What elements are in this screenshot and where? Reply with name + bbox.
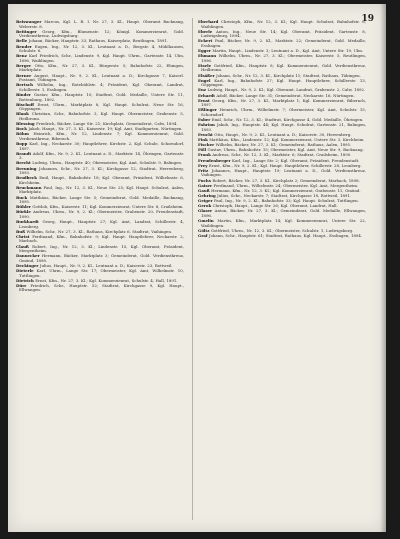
- entry-details: Emil, Haupt., Bahnhofstr. 18; Kgl. Oberamt, Präsident, Wilhelmstr. 6, Kirchheim.: [19, 175, 185, 185]
- entry-name: Gehring: [198, 192, 216, 198]
- entry-name: Breuning: [16, 165, 37, 171]
- entry-name: Gmelin: [198, 218, 214, 224]
- entry-name: Bruckmann: [16, 184, 42, 190]
- entry-name: Elsäßer: [198, 72, 215, 78]
- entry-details: Gustav, Kfm., Hauptstr. 10; Stadtrat, Gold. Medaille, Untere Str. 11, Rottenburg, 1892.: [19, 91, 184, 102]
- entry-name: Christ: [16, 233, 30, 239]
- entry-name: Frey: [198, 162, 208, 168]
- entry-name: Fischer: [198, 142, 215, 148]
- entry-name: Deckinger: [16, 262, 39, 268]
- entry-name: Berger: [16, 62, 32, 68]
- entry-details: Karl, Ing., Lange Str. 2; Kgl. Oberamt, Präsident, Freudenstadt.: [232, 157, 360, 163]
- entry-details: Wilhelm, Ing., Rotebühlstr. 4; Präsident, Kgl. Oberamt, Landrat, Schillerstr. 1, Esslingen.: [19, 82, 185, 92]
- entry-details: Friedrich, Bäcker, Lange Str. 21; Kirchplatz, Gemeinderat, Calw, 1894.: [36, 121, 178, 127]
- entry-details: Adolf, Bäcker, Lange Str. 31; Gemeinderat, Neckarstr. 16, Nürtingen.: [216, 92, 355, 98]
- entry-details: Eugen, Ing., Nr. 12, 3. Kl., Leutnant a. D., Bergstr. 4, Mühlhausen, Schulstr. 6.: [19, 43, 185, 54]
- entry-details: Andreas, Uhrm., Nr. 9, 2. Kl.; Obermeister, Grabenstr. 20, Freudenstadt, 1890.: [19, 209, 184, 219]
- entry-details: Gottfried, Uhrm., Nr. 12, 3. Kl.; Obermeister, Schulstr. 1, Ludwigsburg.: [210, 227, 354, 233]
- entry-details: Christoph, Kfm., Nr. 12, 3. Kl.; Kgl. Haupt. Schulrat, Bahnhofstr. 6, Waiblingen.: [201, 19, 367, 29]
- entry-name: Buck: [16, 194, 28, 200]
- entry-details: Robert, Bäcker, Nr. 27, 3. Kl., Kirchplatz 2; Gemeinderat, Marbach, 1898.: [212, 177, 360, 183]
- entry-details: Wilhelm, Bäcker, Nr. 27, 3. Kl.; Gemeinderat, Rathaus, Aalen, 1895.: [215, 142, 352, 148]
- entry-details: Matthäus, Bäcker, Lange Str. 5; Gemeinderat, Gold. Medaille, Backnang, 1895.: [19, 194, 184, 205]
- entry-details: Martin, Kfm., Marktplatz 14; Kgl. Kommerzienrat, Untere Str. 22, Waiblingen.: [201, 218, 367, 228]
- entry-name: Bender: [16, 43, 32, 49]
- entry-details: Georg, Kfm., Nr. 27, 3. Kl., Marktplatz 1; Kgl. Kommerzienrat, Biberach, 1897.: [201, 97, 366, 108]
- entry-name: Graf: [198, 232, 208, 238]
- left-column: [16, 20, 184, 294]
- entry-details: Karl, Ing., Neckarstr. 30; Hauptlehrer, Kirchstr. 2, Kgl. Schule, Schorndorf, 1897.: [19, 140, 185, 151]
- entry-details: Johannes, Haupt., Hauptstr. 19; Leutnant a. D., Gold. Verdienstkreuz, Vaihingen.: [201, 167, 367, 178]
- entry-name: Clauß: [16, 243, 29, 249]
- entry-name: Binder: [16, 91, 31, 97]
- column-divider: [192, 18, 193, 520]
- entry-name: Beitinger: [16, 28, 37, 34]
- entry-name: Blank: [16, 111, 29, 117]
- right-column: [198, 20, 366, 239]
- entry-details: Jakob, Haupt., Nr. 27, 3. Kl., Kaiserstr. 19; Kgl. Amt, Stadtgarten, Nürtingen.: [28, 126, 183, 132]
- entry-name: Erhardt: [198, 92, 215, 98]
- entry-name: Belle: [16, 38, 28, 44]
- entry-name: Frank: [198, 152, 211, 158]
- entry-details: Friedrich, Schr., Hauptstr. 52; Stadtrat, Kirchgasse 9, Kgl. Haupt., Ellwangen.: [19, 282, 185, 293]
- entry-details: Hermann, Kfm., Nr. 12, 3. Kl.; Kgl. Kommerzienrat, Grabenstr. 11, Gmünd.: [211, 187, 361, 193]
- entry-name: Bischoff: [16, 101, 34, 107]
- entry-details: Ludwig, Uhrm., Hauptstr. 40; Obermeister, Kgl. Amt, Schulstr. 9, Balingen.: [32, 160, 183, 166]
- entry-details: Ernst, Kfm., Nr. 27, 3. Kl.; Kgl. Kommerzienrat, Schulstr. 4, Hall, 1891.: [35, 277, 178, 283]
- entry-name: Brodbeck: [16, 175, 37, 181]
- entry-details: Robert, Ing., Nr. 12, 3. Kl.; Lindenstr. 15, Kgl. Oberamt, Präsident, Mergentheim.: [19, 243, 185, 254]
- entry-details: Georg, Haupt., Hauptstr. 27; Kgl. Amt, Landrat, Schillerstr. 4, Leonberg.: [19, 219, 184, 229]
- entry-name: Fahrion: [198, 122, 215, 128]
- entry-details: Paul, Ing., Nr. 12, 3. Kl., Neue Str. 25; Kgl. Haupt. Schulrat, Aalen, Marktplatz.: [19, 184, 184, 195]
- entry-details: August, Haupt., Nr. 9, 2. Kl., Leutnant a. D.; Kirchgasse 7, Kaiserl. Postamt, Tübingen.: [19, 72, 185, 83]
- entry-details: Marcus, Kgl. L. R. I. Nr. 27, 3. Kl., Haupt. Oberamt Backnang, Weberstr. 8.: [19, 19, 185, 29]
- entry-name: Gaiser: [198, 182, 213, 188]
- page-number: 19: [361, 14, 374, 24]
- entry-details: Adolf, Kfm., Nr. 9, 2. Kl., Leutnant a. D., Marktstr. 14, Öhringen, Gartenstr. 3.: [19, 150, 184, 161]
- entry-name: Faber: [198, 117, 211, 123]
- entry-name: Geiger: [198, 198, 213, 204]
- entry-details: Johannes, Schr., Nr. 27, 3. Kl.; Kirchgasse 12, Stadtrat, Herrenberg, 1893.: [19, 165, 185, 176]
- entry-details: Julius, Schr., Neckarstr. 7; Stadtrat, Kirchgasse 18, Rottweil, 1891.: [217, 192, 352, 198]
- entry-name: Benz: [16, 53, 27, 59]
- entry-name: Dietrich: [16, 277, 34, 283]
- entry-name: Ernst: [198, 97, 210, 103]
- entry-details: Johann, Bäcker, Hauptstr. 33, Rathaus, Kaiserplatz, Reutlingen, 1891.: [28, 38, 169, 44]
- entry-name: Brecht: [16, 160, 31, 166]
- entry-details: Ernst, Kfm., Nr. 9, 2. Kl.; Kgl. Haupt. Hauptlehrer, Schillerstr. 28, Leonberg.: [208, 162, 362, 168]
- entry-details: Ernst, Uhrm., Marktplatz 8, Kgl. Haupt. Schulrat, Neue Str. 16, Göppingen.: [19, 101, 184, 112]
- entry-name: Göltz: [198, 227, 210, 233]
- directory-entry: [198, 234, 366, 239]
- entry-details: Ferdinand, Kfm., Bahnhofstr. 9; Kgl. Haupt. Hauptlehrer, Neckarstr. 2, Marbach.: [19, 233, 185, 244]
- entry-name: Bopp: [16, 140, 28, 146]
- entry-name: Bock: [16, 126, 27, 132]
- entry-name: Eberhard: [198, 19, 219, 24]
- entry-details: Jakob, Ing., Hauptstr. 44; Kgl. Haupt. Schulrat, Gartenstr. 21, Balingen, 1893.: [201, 122, 367, 132]
- entry-name: Fritz: [198, 167, 209, 173]
- entry-name: Gauß: [198, 187, 210, 193]
- entry-name: Eisele: [198, 62, 212, 68]
- entry-name: Gerok: [198, 203, 212, 209]
- entry-name: Burkhardt: [16, 219, 39, 225]
- entry-name: Bertsch: [16, 82, 33, 88]
- entry-name: Eßlinger: [198, 107, 217, 113]
- entry-name: Dieterle: [16, 268, 34, 274]
- entry-details: Ludwig, Haupt., Nr. 9, 2. Kl.; Kgl. Oberamt, Landrat, Grabenstr. 2, Calw, 1892.: [207, 87, 366, 93]
- entry-name: Enz: [198, 87, 207, 93]
- entry-name: Fink: [198, 137, 208, 143]
- entry-details: Karl Friedrich, Schr., Lindenstr. 9, Kgl. Haupt. Uhrm., Gartenstr. 14, Ulm, 1896, Waiblingen.: [19, 53, 184, 63]
- entry-details: Gottlob, Kfm., Kaiserstr. 11; Kgl. Kommerzienrat, Untere Str. 8, Crailsheim.: [32, 204, 184, 210]
- entry-details: Andreas, Schr., Nr. 12, 3. Kl., Marktstr. 6; Stadtrat, Crailsheim, 1890.: [212, 152, 352, 158]
- entry-details: Otto, Haupt., Nr. 9, 2. Kl., Leutnant a. D.; Kaiserstr. 30, Herrenberg.: [214, 131, 352, 137]
- entry-name: Eckert: [198, 38, 213, 44]
- entry-name: Ehmann: [198, 53, 217, 59]
- entry-name: Dürr: [16, 282, 27, 288]
- entry-name: Dannecker: [16, 253, 40, 259]
- entry-details: Gustav, Uhrm., Bahnhofstr. 15; Obermeister, Kgl. Amt, Neue Str. 9, Backnang.: [207, 147, 364, 153]
- entry-name: Beiswanger: [16, 19, 42, 24]
- entry-details: Paul, Ing., Nr. 9, 2. Kl., Bahnhofstr. 33; Kgl. Haupt. Schulrat, Tuttlingen.: [213, 198, 359, 204]
- entry-details: Matthäus, Kfm., Lindenstr. 12; Kgl. Kommerzienrat, Untere Str. 3, Kirchheim.: [209, 137, 365, 143]
- entry-name: Fuchs: [198, 177, 211, 183]
- entry-details: Emil, Schr., Nr. 12, 3. Kl.; Stadtrat, Kirchgasse 4, Gold. Medaille, Öhringen.: [211, 117, 364, 123]
- entry-name: Glaser: [198, 208, 213, 214]
- entry-name: Engel: [198, 77, 211, 83]
- entry-name: Brandt: [16, 150, 32, 156]
- entry-details: Christoph, Haupt., Lange Str. 26; Kgl. Oberamt, Landrat, Hall.: [212, 203, 338, 209]
- entry-details: Karl, Ing., Bahnhofstr. 27; Kgl. Haupt. Hauptlehrer, Schillerstr. 13, Göppingen.: [201, 77, 367, 88]
- entry-name: Berner: [16, 72, 32, 78]
- entry-name: Böhm: [16, 131, 29, 137]
- entry-name: Föll: [198, 147, 207, 153]
- entry-name: Freudenberger: [198, 157, 231, 163]
- entry-name: Egger: [198, 48, 211, 54]
- entry-details: Otto, Kfm., Nr. 27, 3. Kl., Bürgerstr. 5; Bahnhofstr. 22, Ehingen, Marktplatz.: [19, 62, 184, 73]
- entry-details: Heinrich, Uhrm., Wilhelmstr. 7; Obermeister, Kgl. Amt, Schulstr. 15, Schorndorf.: [201, 107, 367, 117]
- directory-page: [8, 4, 386, 532]
- page-edge-shadow: [380, 4, 386, 532]
- entry-details: Wilhelm, Schr., Nr. 27, 3. Kl., Rathaus, Kirchplatz 6, Stadtrat, Vaihingen.: [26, 228, 173, 234]
- entry-details: Julius, Haupt., Nr. 9, 2. Kl., Leutnant a. D.; Kaiserstr. 23, Rottweil.: [39, 262, 173, 268]
- entry-details: Georg, Kfm., Blumenstr. 12; Königl. Kommerzienrat, Gold. Verdienstkreuz, Ludwigsburg.: [19, 28, 184, 39]
- entry-details: Paul, Bäcker, Nr. 9, 2. Kl., Marktstr. 22; Gemeinderat, Gold. Medaille, Esslingen.: [201, 38, 367, 48]
- entry-details: Christian, Schr., Bahnhofstr. 3, Kgl. Haupt. Obermeister, Grabenstr. 5, Heilbronn.: [19, 111, 184, 121]
- entry-details: Wilhelm, Uhrm., Nr. 27, 3. Kl.; Obermeister, Kaiserstr. 5, Reutlingen, 1896.: [201, 53, 367, 63]
- entry-name: Eberle: [198, 28, 213, 34]
- entry-name: Feucht: [198, 131, 213, 137]
- entry-details: Martin, Haupt., Lindenstr. 3; Leutnant a. D., Kgl. Amt, Untere Str. 19, Ulm.: [212, 48, 364, 54]
- entry-name: Blessing: [16, 121, 35, 127]
- entry-name: Bühler: [16, 204, 31, 210]
- entry-details: Anton, Ing., Neue Str. 14; Kgl. Oberamt, Präsident, Gartenstr. 8, Ludwigsburg, 1894.: [201, 28, 367, 39]
- entry-details: Johann, Schr., Hauptstr. 61; Stadtrat, Rathaus, Kgl. Haupt., Esslingen, 1894.: [209, 232, 363, 238]
- entry-name: Buß: [16, 228, 26, 234]
- entry-details: Heinrich, Kfm., Nr. 12, Lindenstr. 7; Kgl. Kommerzienrat, Gold. Verdienstkreuz, Biberach.: [19, 131, 184, 141]
- entry-details: Johann, Schr., Nr. 12, 3. Kl., Kirchplatz 11; Stadtrat, Rathaus, Tübingen.: [216, 72, 361, 78]
- entry-details: Karl, Uhrm., Lange Str. 17; Obermeister, Kgl. Amt, Wilhelmstr. 10, Tuttlingen.: [19, 268, 184, 278]
- entry-details: Anton, Bäcker, Nr. 27, 3. Kl.; Gemeinderat, Gold. Medaille, Ellwangen, 1896.: [201, 208, 366, 218]
- entry-details: Gottfried, Kfm., Hauptstr. 8; Kgl. Kommerzienrat, Gold. Verdienstkreuz, Heilbronn.: [201, 62, 367, 73]
- entry-name: Bürkle: [16, 209, 31, 215]
- entry-details: Hermann, Bäcker, Marktplatz 3; Gemeinderat, Gold. Verdienstkreuz, Gmünd, 1898.: [19, 253, 184, 263]
- directory-entry: [16, 284, 184, 293]
- entry-details: Ferdinand, Uhrm., Wilhelmstr. 24; Obermeister, Kgl. Amt, Mergentheim.: [213, 182, 359, 188]
